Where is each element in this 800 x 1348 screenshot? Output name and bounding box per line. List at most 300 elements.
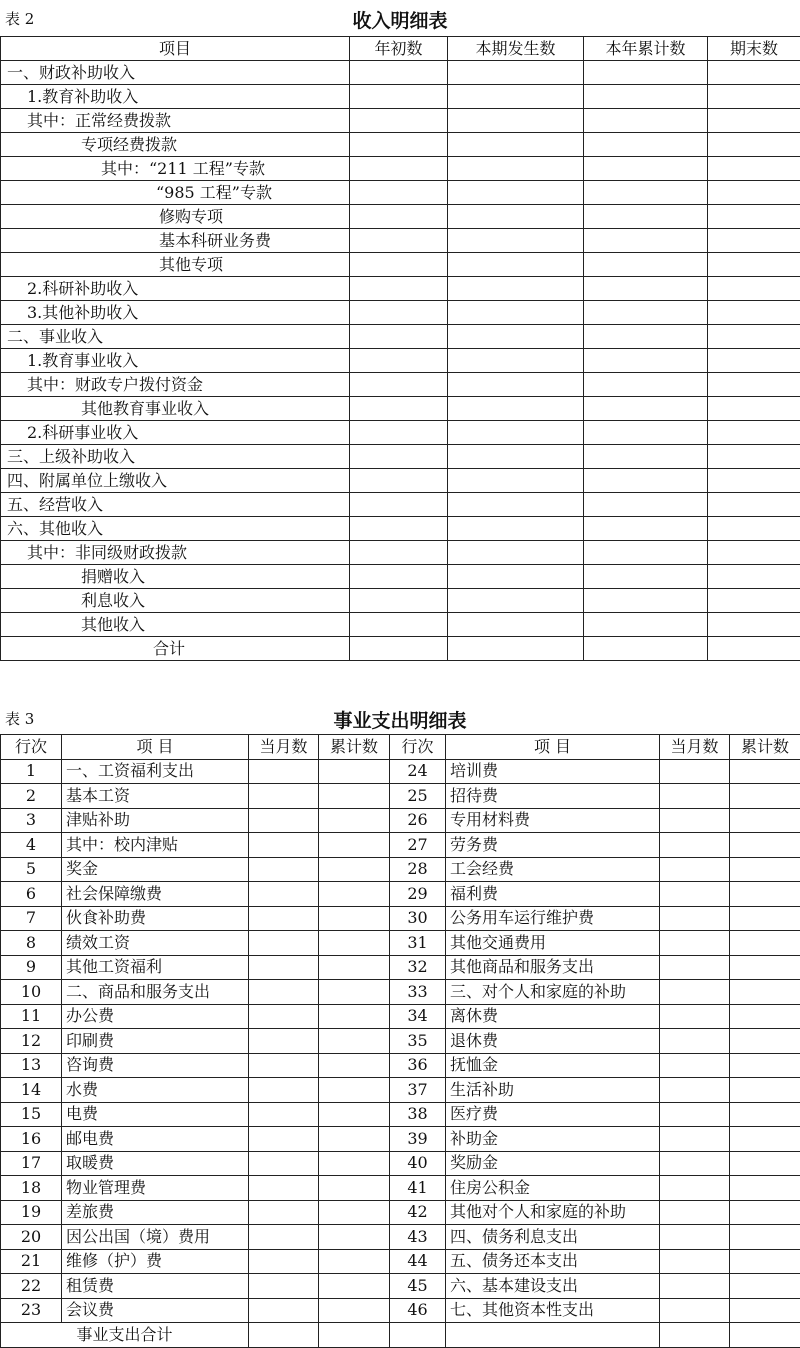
- value-cell: [350, 445, 448, 469]
- value-cell: [708, 613, 800, 637]
- value-cell: [448, 61, 584, 85]
- value-cell: [708, 637, 800, 661]
- value-cell: [730, 808, 800, 833]
- table-row: [1, 980, 800, 1005]
- row-number: 46: [390, 1298, 446, 1323]
- row-number: 26: [390, 808, 446, 833]
- value-cell: [249, 1225, 319, 1250]
- row-item: 基本工资: [62, 784, 249, 809]
- value-cell: [448, 301, 584, 325]
- value-cell: [249, 808, 319, 833]
- row-item: 培训费: [446, 759, 660, 784]
- value-cell: [319, 931, 390, 956]
- value-cell: [249, 1127, 319, 1152]
- value-cell: [708, 541, 800, 565]
- row-number: 32: [390, 955, 446, 980]
- header-ytd: 本年累计数: [584, 37, 708, 61]
- value-cell: [584, 517, 708, 541]
- value-cell: [584, 229, 708, 253]
- value-cell: [319, 759, 390, 784]
- value-cell: [730, 1225, 800, 1250]
- value-cell: [249, 1298, 319, 1323]
- value-cell: [584, 325, 708, 349]
- row-number: 44: [390, 1249, 446, 1274]
- value-cell: [708, 373, 800, 397]
- value-cell: [448, 589, 584, 613]
- row-number: 20: [1, 1225, 62, 1250]
- row-number: 30: [390, 906, 446, 931]
- value-cell: [660, 1127, 730, 1152]
- value-cell: [730, 980, 800, 1005]
- row-item: 医疗费: [446, 1102, 660, 1127]
- row-item: 六、其他收入: [1, 517, 350, 541]
- total-row: [1, 1323, 800, 1348]
- row-item: 福利费: [446, 882, 660, 907]
- value-cell: [319, 1127, 390, 1152]
- row-item: 租赁费: [62, 1274, 249, 1299]
- header-month: 当月数: [249, 735, 319, 760]
- table-row: [1, 1176, 800, 1201]
- row-item: 退休费: [446, 1029, 660, 1054]
- value-cell: [319, 1029, 390, 1054]
- value-cell: [730, 1102, 800, 1127]
- row-item: 其中：校内津贴: [62, 833, 249, 858]
- value-cell: [708, 133, 800, 157]
- header-closing: 期末数: [708, 37, 800, 61]
- table-row: [1, 906, 800, 931]
- row-item: 维修（护）费: [62, 1249, 249, 1274]
- value-cell: [660, 1298, 730, 1323]
- row-number: 5: [1, 857, 62, 882]
- table-row: [1, 808, 800, 833]
- row-item: 三、对个人和家庭的补助: [446, 980, 660, 1005]
- table-row: [1, 421, 800, 445]
- value-cell: [249, 1151, 319, 1176]
- value-cell: [448, 517, 584, 541]
- table-row: [1, 61, 800, 85]
- value-cell: [584, 373, 708, 397]
- row-number: 31: [390, 931, 446, 956]
- value-cell: [660, 906, 730, 931]
- row-number: 12: [1, 1029, 62, 1054]
- row-item: 其中：财政专户拨付资金: [1, 373, 350, 397]
- value-cell: [390, 1323, 446, 1348]
- value-cell: [448, 325, 584, 349]
- value-cell: [448, 565, 584, 589]
- row-item: 其他对个人和家庭的补助: [446, 1200, 660, 1225]
- row-number: 40: [390, 1151, 446, 1176]
- value-cell: [350, 517, 448, 541]
- table-row: [1, 325, 800, 349]
- value-cell: [584, 445, 708, 469]
- row-number: 27: [390, 833, 446, 858]
- value-cell: [319, 906, 390, 931]
- value-cell: [350, 157, 448, 181]
- row-item: 伙食补助费: [62, 906, 249, 931]
- value-cell: [584, 349, 708, 373]
- table-row: [1, 1078, 800, 1103]
- table-row: [1, 373, 800, 397]
- row-item: 绩效工资: [62, 931, 249, 956]
- value-cell: [730, 1053, 800, 1078]
- value-cell: [660, 808, 730, 833]
- value-cell: [448, 373, 584, 397]
- value-cell: [448, 445, 584, 469]
- expense-detail-table: [0, 734, 800, 1348]
- value-cell: [584, 469, 708, 493]
- value-cell: [730, 784, 800, 809]
- row-number: 42: [390, 1200, 446, 1225]
- value-cell: [660, 784, 730, 809]
- table-row: [1, 541, 800, 565]
- row-item: 一、财政补助收入: [1, 61, 350, 85]
- value-cell: [660, 1249, 730, 1274]
- value-cell: [584, 205, 708, 229]
- table-row: [1, 1102, 800, 1127]
- row-number: 41: [390, 1176, 446, 1201]
- row-item: 物业管理费: [62, 1176, 249, 1201]
- row-item: 印刷费: [62, 1029, 249, 1054]
- value-cell: [730, 1078, 800, 1103]
- table-row: [1, 469, 800, 493]
- row-number: 22: [1, 1274, 62, 1299]
- value-cell: [584, 253, 708, 277]
- row-number: 18: [1, 1176, 62, 1201]
- row-number: 1: [1, 759, 62, 784]
- value-cell: [448, 469, 584, 493]
- value-cell: [730, 1323, 800, 1348]
- value-cell: [730, 1249, 800, 1274]
- row-number: 3: [1, 808, 62, 833]
- table-row: [1, 784, 800, 809]
- total-label: 事业支出合计: [1, 1323, 249, 1348]
- value-cell: [708, 469, 800, 493]
- value-cell: [584, 493, 708, 517]
- row-item: 修购专项: [1, 205, 350, 229]
- value-cell: [319, 1298, 390, 1323]
- value-cell: [350, 469, 448, 493]
- row-item: 因公出国（境）费用: [62, 1225, 249, 1250]
- value-cell: [350, 277, 448, 301]
- row-item: 专用材料费: [446, 808, 660, 833]
- row-number: 11: [1, 1004, 62, 1029]
- value-cell: [584, 541, 708, 565]
- value-cell: [660, 1274, 730, 1299]
- value-cell: [660, 1078, 730, 1103]
- table-row: [1, 882, 800, 907]
- value-cell: [319, 1176, 390, 1201]
- value-cell: [660, 1200, 730, 1225]
- row-number: 37: [390, 1078, 446, 1103]
- row-item: 其中：“211 工程”专款: [1, 157, 350, 181]
- header-item: 项 目: [446, 735, 660, 760]
- table-row: [1, 1274, 800, 1299]
- value-cell: [350, 181, 448, 205]
- table-row: [1, 229, 800, 253]
- row-item: 其他收入: [1, 613, 350, 637]
- value-cell: [730, 1029, 800, 1054]
- value-cell: [660, 1102, 730, 1127]
- row-number: 35: [390, 1029, 446, 1054]
- row-item: 其中：正常经费拨款: [1, 109, 350, 133]
- value-cell: [660, 931, 730, 956]
- row-item: 劳务费: [446, 833, 660, 858]
- header-current: 本期发生数: [448, 37, 584, 61]
- value-cell: [448, 277, 584, 301]
- row-number: 8: [1, 931, 62, 956]
- value-cell: [660, 857, 730, 882]
- row-item: 其他商品和服务支出: [446, 955, 660, 980]
- row-number: 13: [1, 1053, 62, 1078]
- table-row: [1, 445, 800, 469]
- value-cell: [660, 1004, 730, 1029]
- row-item: 电费: [62, 1102, 249, 1127]
- row-item: 其他工资福利: [62, 955, 249, 980]
- row-number: 7: [1, 906, 62, 931]
- value-cell: [350, 205, 448, 229]
- value-cell: [584, 589, 708, 613]
- row-number: 33: [390, 980, 446, 1005]
- row-number: 4: [1, 833, 62, 858]
- row-number: 2: [1, 784, 62, 809]
- row-number: 15: [1, 1102, 62, 1127]
- value-cell: [708, 421, 800, 445]
- row-number: 25: [390, 784, 446, 809]
- value-cell: [660, 833, 730, 858]
- value-cell: [249, 882, 319, 907]
- value-cell: [660, 1176, 730, 1201]
- value-cell: [584, 637, 708, 661]
- row-number: 24: [390, 759, 446, 784]
- row-number: 39: [390, 1127, 446, 1152]
- row-item: 七、其他资本性支出: [446, 1298, 660, 1323]
- table-row: [1, 397, 800, 421]
- value-cell: [730, 833, 800, 858]
- value-cell: [708, 445, 800, 469]
- value-cell: [319, 833, 390, 858]
- row-item: 3.其他补助收入: [1, 301, 350, 325]
- row-item: 其他交通费用: [446, 931, 660, 956]
- table-row: [1, 1053, 800, 1078]
- row-item: 一、工资福利支出: [62, 759, 249, 784]
- value-cell: [584, 421, 708, 445]
- value-cell: [249, 931, 319, 956]
- value-cell: [584, 157, 708, 181]
- value-cell: [249, 784, 319, 809]
- row-item: 邮电费: [62, 1127, 249, 1152]
- value-cell: [708, 397, 800, 421]
- row-item: 招待费: [446, 784, 660, 809]
- value-cell: [708, 253, 800, 277]
- row-number: 29: [390, 882, 446, 907]
- row-number: 10: [1, 980, 62, 1005]
- value-cell: [350, 637, 448, 661]
- value-cell: [319, 1249, 390, 1274]
- row-item: 2.科研补助收入: [1, 277, 350, 301]
- row-item: 1.教育补助收入: [1, 85, 350, 109]
- value-cell: [446, 1323, 660, 1348]
- table-row: [1, 1225, 800, 1250]
- value-cell: [249, 1053, 319, 1078]
- value-cell: [249, 1323, 319, 1348]
- value-cell: [448, 133, 584, 157]
- row-number: 45: [390, 1274, 446, 1299]
- row-item: 专项经费拨款: [1, 133, 350, 157]
- row-number: 6: [1, 882, 62, 907]
- row-item: 水费: [62, 1078, 249, 1103]
- value-cell: [249, 857, 319, 882]
- value-cell: [708, 229, 800, 253]
- row-item: 工会经费: [446, 857, 660, 882]
- value-cell: [708, 61, 800, 85]
- value-cell: [350, 133, 448, 157]
- table-header-row: [1, 37, 800, 61]
- table2-label: 表 2: [5, 10, 35, 28]
- value-cell: [350, 85, 448, 109]
- value-cell: [319, 882, 390, 907]
- table-row: [1, 1004, 800, 1029]
- row-item: 1.教育事业收入: [1, 349, 350, 373]
- value-cell: [249, 1029, 319, 1054]
- income-detail-table: [0, 36, 800, 661]
- value-cell: [730, 1151, 800, 1176]
- value-cell: [660, 1029, 730, 1054]
- value-cell: [584, 133, 708, 157]
- row-item: 捐赠收入: [1, 565, 350, 589]
- row-number: 34: [390, 1004, 446, 1029]
- header-cumulative: 累计数: [730, 735, 800, 760]
- value-cell: [249, 1004, 319, 1029]
- table-row: [1, 133, 800, 157]
- value-cell: [249, 980, 319, 1005]
- table-row: [1, 157, 800, 181]
- row-item: 其他专项: [1, 253, 350, 277]
- row-item: 基本科研业务费: [1, 229, 350, 253]
- value-cell: [660, 980, 730, 1005]
- value-cell: [730, 1274, 800, 1299]
- value-cell: [448, 253, 584, 277]
- row-item: 奖金: [62, 857, 249, 882]
- value-cell: [448, 613, 584, 637]
- table-row: [1, 85, 800, 109]
- value-cell: [249, 833, 319, 858]
- row-item: 取暖费: [62, 1151, 249, 1176]
- row-item: 其他教育事业收入: [1, 397, 350, 421]
- table-row: [1, 253, 800, 277]
- table-row: [1, 109, 800, 133]
- value-cell: [249, 1200, 319, 1225]
- value-cell: [708, 325, 800, 349]
- value-cell: [350, 109, 448, 133]
- value-cell: [350, 229, 448, 253]
- value-cell: [350, 421, 448, 445]
- value-cell: [584, 613, 708, 637]
- value-cell: [350, 541, 448, 565]
- value-cell: [708, 589, 800, 613]
- table-row: [1, 613, 800, 637]
- row-item: 二、商品和服务支出: [62, 980, 249, 1005]
- value-cell: [708, 349, 800, 373]
- value-cell: [584, 109, 708, 133]
- value-cell: [730, 1127, 800, 1152]
- value-cell: [730, 759, 800, 784]
- row-item: 咨询费: [62, 1053, 249, 1078]
- value-cell: [319, 1004, 390, 1029]
- value-cell: [584, 397, 708, 421]
- table-row: [1, 931, 800, 956]
- value-cell: [319, 1323, 390, 1348]
- value-cell: [319, 980, 390, 1005]
- value-cell: [319, 1053, 390, 1078]
- row-item: 六、基本建设支出: [446, 1274, 660, 1299]
- value-cell: [249, 906, 319, 931]
- row-item: 抚恤金: [446, 1053, 660, 1078]
- row-number: 38: [390, 1102, 446, 1127]
- value-cell: [730, 882, 800, 907]
- value-cell: [319, 1078, 390, 1103]
- value-cell: [319, 808, 390, 833]
- table-row: [1, 1127, 800, 1152]
- value-cell: [708, 277, 800, 301]
- value-cell: [319, 784, 390, 809]
- value-cell: [448, 493, 584, 517]
- row-item: 五、经营收入: [1, 493, 350, 517]
- table-row: [1, 301, 800, 325]
- value-cell: [730, 1200, 800, 1225]
- table-row: [1, 857, 800, 882]
- table-row: [1, 637, 800, 661]
- table-row: [1, 1249, 800, 1274]
- row-item: 公务用车运行维护费: [446, 906, 660, 931]
- row-item: 办公费: [62, 1004, 249, 1029]
- table-row: [1, 181, 800, 205]
- row-item: 四、债务利息支出: [446, 1225, 660, 1250]
- header-item: 项目: [1, 37, 350, 61]
- value-cell: [660, 1323, 730, 1348]
- value-cell: [660, 882, 730, 907]
- value-cell: [730, 955, 800, 980]
- row-item: 四、附属单位上缴收入: [1, 469, 350, 493]
- value-cell: [350, 493, 448, 517]
- value-cell: [350, 349, 448, 373]
- value-cell: [350, 61, 448, 85]
- value-cell: [730, 931, 800, 956]
- value-cell: [708, 85, 800, 109]
- row-item: 生活补助: [446, 1078, 660, 1103]
- value-cell: [708, 205, 800, 229]
- value-cell: [249, 1102, 319, 1127]
- row-item: 补助金: [446, 1127, 660, 1152]
- table3-title: 事业支出明细表: [333, 710, 467, 732]
- row-item: 奖励金: [446, 1151, 660, 1176]
- table-row: [1, 589, 800, 613]
- header-row-no: 行次: [390, 735, 446, 760]
- value-cell: [319, 1151, 390, 1176]
- row-item: 利息收入: [1, 589, 350, 613]
- value-cell: [448, 85, 584, 109]
- value-cell: [448, 205, 584, 229]
- value-cell: [584, 85, 708, 109]
- table-row: [1, 349, 800, 373]
- value-cell: [448, 349, 584, 373]
- row-item: 合计: [1, 637, 350, 661]
- header-row-no: 行次: [1, 735, 62, 760]
- row-number: 28: [390, 857, 446, 882]
- value-cell: [448, 157, 584, 181]
- row-number: 16: [1, 1127, 62, 1152]
- table-row: [1, 833, 800, 858]
- row-number: 23: [1, 1298, 62, 1323]
